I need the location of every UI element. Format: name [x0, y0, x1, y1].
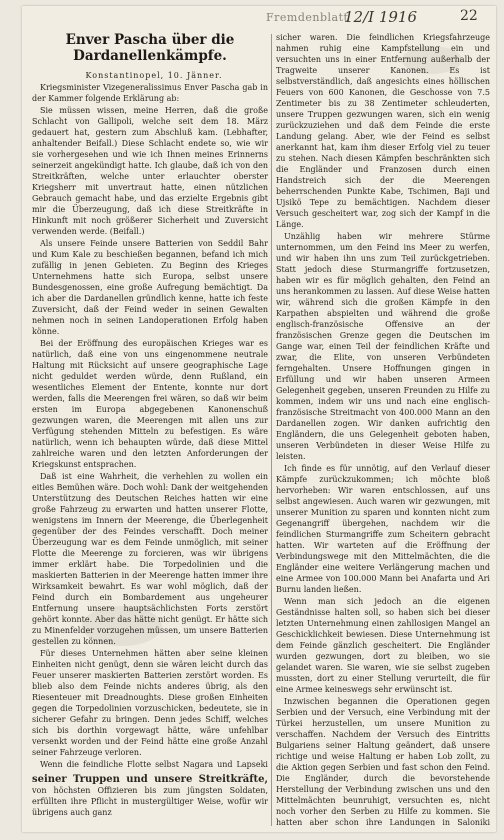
article-paragraph: Bei der Eröffnung des europäischen Krieges war es natürlich, daß eine von uns eingenommene neutrale Haltung mit Rücksicht auf unsere geographische Lage nicht geduldet werden würde, denn Rußland, ein wesentliches Element der Entente, konnte nur dort werden, falls die Meerengen frei wären, so daß wir beim ersten im Europa abgegebenen Kanonenschuß gezwungen waren, die Meerengen mit allen uns zur Verfügung stehenden Mitteln zu befestigen. Es wäre natürlich, wenn ich behaupten würde, daß diese Mittel zahlreiche waren und den letzten Anforderungen der Kriegskunst entsprachen.: [32, 339, 268, 469]
newspaper-source: Fremdenblatt: [266, 11, 349, 24]
paper-stain: [82, 606, 162, 646]
article-paragraph: Unzählig haben wir mehrere Stürme unternommen, um den Feind ins Meer zu werfen, und wir haben ihn uns zum Teil zurückgetrieben. Statt jedoch diese Sturmangriffe fortzusetzen, haben wir es für möglich gehalten, den Feind an uns herankommen zu lassen. Auf diese Weise hatten wir, während sich die großen Kämpfe in den Karpathen abspielten und während die große englisch-französische Offensive an der französischen Grenze gegen die Deutschen im Gange war, einen Teil der feindlichen Kräfte und zwar, die Elite, von unseren Verbündeten ferngehalten. Unsere Hoffnungen gingen in Erfüllung und wir haben unseren Armeen Gelegenheit gegeben, unseren Freunden zu Hilfe zu kommen, indem wir uns und nach eine englisch-französische Streitmacht von 400.000 Mann an den Dardanellen zogen. Wir danken aufrichtig den Engländern, die uns Gelegenheit geboten haben, unseren Verbündeten in dieser Weise Hilfe zu leisten.: [276, 232, 490, 461]
article-paragraph: Sie müssen wissen, meine Herren, daß die große Schlacht von Gallipoli, welche seit dem 18. März gedauert hat, gestern zum Abschluß kam. (Lebhafter, anhaltender Beifall.) Diese Schlacht endete so, wie wir sie vorhergesehen und wie ich Ihnen meines Erinnerns seinerzeit angekündigt hatte. Ich glaube, daß ich von den Streitkräften, welche unter erlauchter oberster Kriegsherr mit unvertraut hatte, einen nützlichen Gebrauch gemacht habe, und das erzielte Ergebnis gibt mir die Überzeugung, daß ich diese Streitkräfte in Hinkunft mit noch größerer Sicherheit und Zuversicht verwenden werde. (Beifall.): [32, 106, 268, 236]
article-paragraph: Wenn die feindliche Flotte selbst Nagara und Lapseki: [40, 760, 268, 769]
article-text: von höchsten Offizieren bis zum jüngsten Soldaten, erfüllten ihre Pflicht in mustergültiger Weise, wofür wir übrigens auch ganz: [32, 786, 268, 817]
left-column: [32, 70, 268, 770]
article-paragraph: sicher waren. Die feindlichen Kriegsfahrzeuge nahmen ruhig eine Kampfstellung ein und versuchten uns in einer Entfernung außerhalb der Tragweite unserer Kanonen. Es ist selbstverständlich, daß angesichts eines höllischen Feuers von 600 Kanonen, die Geschosse von 7.5 Zentimeter bis zu 38 Zentimeter schleuderten, unsere Truppen gezwungen waren, sich ein wenig zurückzuziehen und daß dem Feinde die erste Landung gelang. Aber, wie der Feind es selbst anerkannt hat, kam ihm dieser Erfolg viel zu teuer zu stehen. Nach diesen Kämpfen beschränkten sich die Engländer und Franzosen durch einen Handstreich sich der die Meerengen beherrschenden Punkte Kabe, Tschimen, Baji und Ujsikö Tepe zu bemächtigen. Nachdem dieser Versuch gescheitert war, zog sich der Kampf in die Länge.: [276, 33, 490, 229]
newspaper-clipping: [22, 6, 496, 832]
article-paragraph: Daß ist eine Wahrheit, die verhehlen zu wollen ein eitles Bemühen wäre. Doch wohl: Dank der weitgehenden Unterstützung des Deutschen Reiches hatten wir eine große Fahrzeug zu erwarten und hatten unserer Flotte, wenigstens im Innern der Meerenge, die Überlegenheit gegenüber der des Feindes verschafft. Doch meiner Überzeugung war es dem Feinde unmöglich, mit seiner Flotte die Meerenge zu forcieren, was wir übrigens immer erklärt habe. Die Torpedolinien und die maskierten Batterien in der Meerenge hatten immer ihre Wirksamkeit bewahrt. Es war wohl möglich, daß der Feind durch ein Bombardement aus ungeheurer Entfernung unsere hauptsächlichsten Forts zerstört gehört konnte. Aber das hätte nicht genügt. Er hätte sich zu Minenfelder vorzugehen müssen, um unsere Batterien gestellen zu können.: [32, 472, 268, 646]
article-paragraph: Als unsere Feinde unsere Batterien von Seddil Bahr und Kum Kale zu beschießen begannen, befand ich mich zufällig in jenen Gebieten. Zu Beginn des Krieges Unternehmens hatte sich Europa, selbst unsere Bundesgenossen, eine große Aufregung bemächtigt. Da ich aber die Dardanellen gründlich kenne, hatte ich feste Zuversicht, daß der Feind weder in seinen Gewalten nehmen noch in seinen Landoperationen Erfolg haben könne.: [32, 239, 268, 336]
handwritten-date: 12/I 1916: [344, 8, 418, 26]
left-column-tail: [32, 774, 268, 824]
article-paragraph: Für dieses Unternehmen hätten aber seine kleinen Einheiten nicht genügt, denn sie wären leicht durch das Feuer unserer maskierten Batterien zerstört worden. Es blieb also dem Feinde nichts anderes übrig, als den Riesenteuer mit Dreadnoughts. Diese großen Einheiten gegen die Torpedolinien vorzuschicken, bedeutete, sie in sicherer Gefahr zu bringen. Denn jedes Schiff, welches sich bis dorthin vorgewagt hätte, wäre unfehlbar versenkt worden und der Feind hätte eine große Anzahl seiner Fahrzeuge verloren.: [32, 649, 268, 757]
highlighted-phrase: seiner Truppen und unsere Streitkräfte,: [32, 774, 268, 785]
paper-stain: [402, 46, 462, 74]
article-headline: Enver Pascha über die Dardanellenkämpfe.: [65, 32, 235, 64]
article-dateline: Konstantinopel, 10. Jänner.: [85, 71, 223, 80]
article-paragraph: Kriegsminister Vizegeneralissimus Enver Pascha gab in der Kammer folgende Erklärung ab:: [32, 83, 268, 103]
article-paragraph: Ich finde es für unnötig, auf den Verlauf dieser Kämpfe zurückzukommen; ich möchte bloß hervorheben: Wir waren entschlossen, auf uns selbst angewiesen. Auch waren wir gezwungen, mit unserer Munition zu sparen und konnten nicht zum Gegenangriff übergehen, nachdem wir die feindlichen Sturmangriffe zum Scheitern gebracht hatten. Wir warteten auf die Eröffnung der Verbindungswege mit den Mittelmächten, die die Engländer eine weitere Verlängerung machen und eine Armee von 100.000 Mann bei Anafarta und Ari Burnu landen ließen.: [276, 464, 490, 594]
article-paragraph: Wenn man sich jedoch an die eigenen Geständnisse halten soll, so haben sich bei dieser letzten Unternehmung einen zahllosigen Mangel an Geschicklichkeit bewiesen. Diese Unternehmung ist dem Feinde gänzlich gescheitert. Die Engländer wurden gezwungen, dort zu bleiben, wo sie gelandet waren. Sie waren, wie sie selbst zugeben mussten, dort zu einer Stellung verurteilt, die für eine Armee keineswegs sehr erwünscht ist.: [276, 597, 490, 694]
handwritten-page-number: 22: [460, 8, 478, 24]
clipping-header: [22, 6, 496, 28]
article-paragraph: Inzwischen begannen die Operationen gegen Serbien und der Versuch, eine Verbindung mit der Türkei herzustellen, um unsere Munition zu verschaffen. Nachdem der Versuch des Eintritts Bulgariens seiner Haltung geändert, daß unsere richtige und weise Haltung er haben Lob zollt, zu die Aktion gegen Serbien und fast schon den Feind. Die Engländer, durch die bevorstehende Herstellung der Verbindung zwischen uns und den Mittelmächten beunruhigt, versuchten es, nicht noch vorher den Serben zu Hilfe zu kommen. Sie hatten aber schon ihre Landungen in Saloniki: [276, 697, 490, 826]
column-divider: [271, 34, 272, 826]
right-column: [276, 32, 490, 826]
